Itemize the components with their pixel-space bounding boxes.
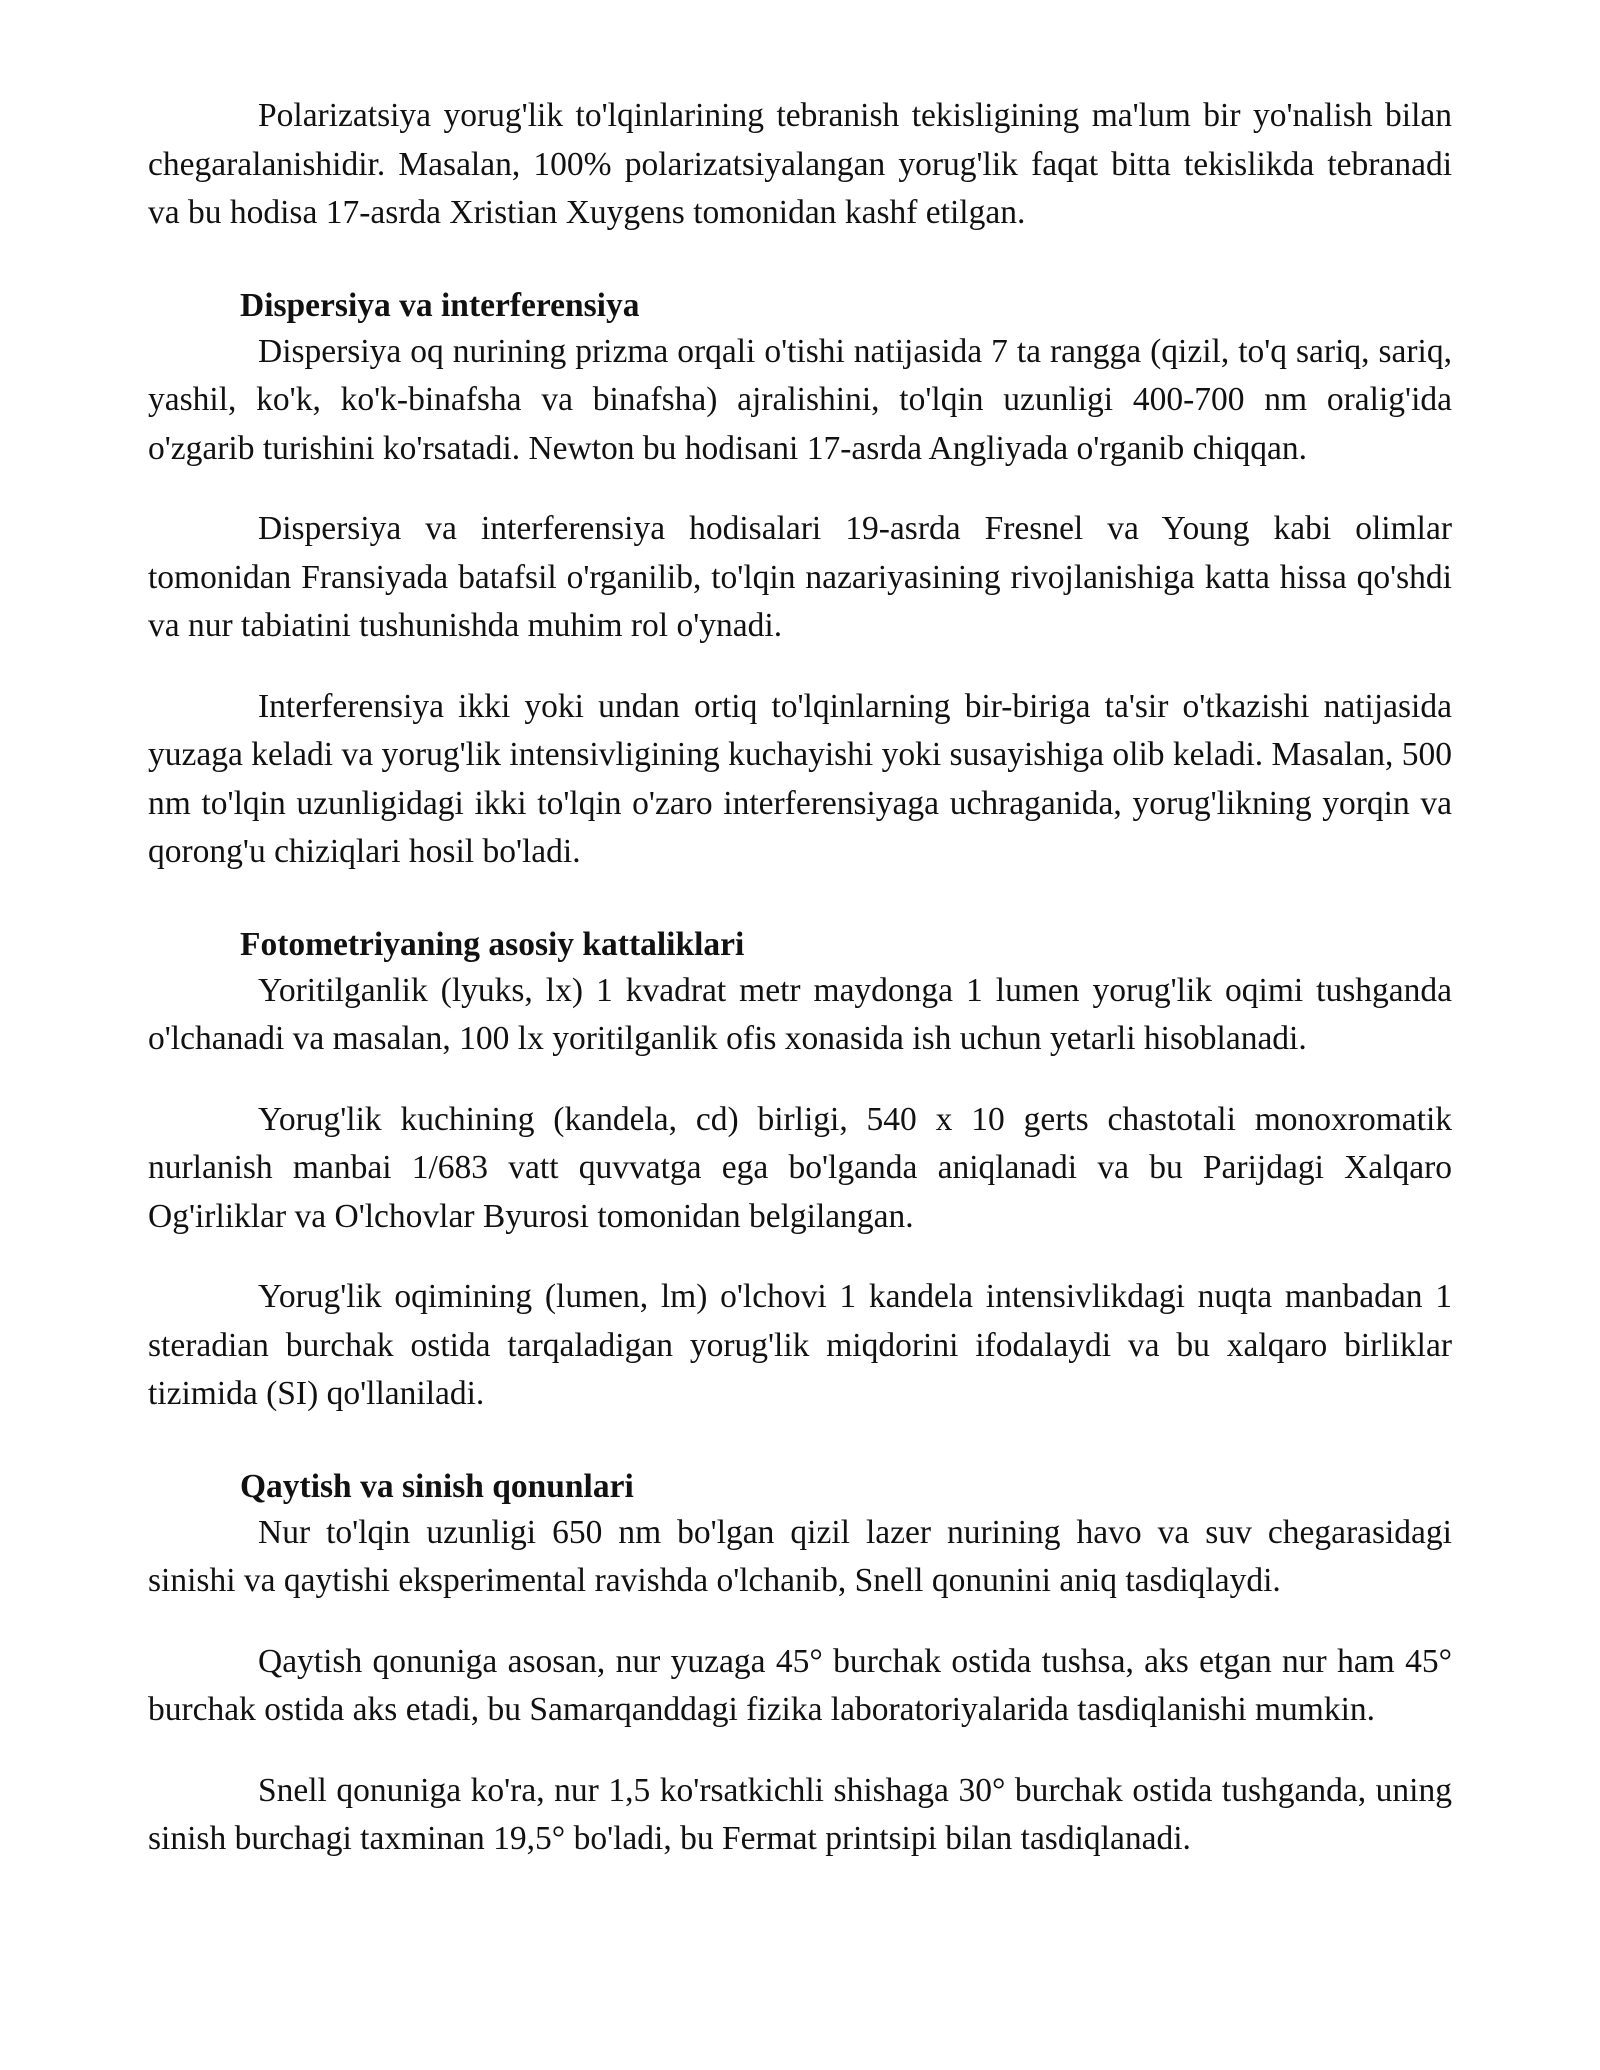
heading-reflection-refraction: Qaytish va sinish qonunlari xyxy=(240,1467,634,1505)
document-page xyxy=(148,92,1452,1896)
paragraph-luminous-intensity: Yorug'lik kuchining (kandela, cd) birligi, 540 x 10 gerts chastotali monoxromatik nurlanish manbai 1/683 vatt quvvatga ega bo'lganda aniqlanadi va bu Parijdagi Xalqaro Og'irliklar va O'lchovlar Byurosi tomonidan belgilangan. xyxy=(148,1100,1452,1235)
paragraph-dispersion: Dispersiya oq nurining prizma orqali o'tishi natijasida 7 ta rangga (qizil, to'q sariq, sariq, yashil, ko'k, ko'k-binafsha va binafsha) ajralishini, to'lqin uzunligi 400-700 nm oralig'ida o'zgarib turishini ko'rsatadi. Newton bu hodisani 17-asrda Angliyada o'rganib chiqqan. xyxy=(148,332,1452,467)
paragraph-illuminance: Yoritilganlik (lyuks, lx) 1 kvadrat metr maydonga 1 lumen yorug'lik oqimi tushganda o'lchanadi va masalan, 100 lx yoritilganlik ofis xonasida ish uchun yetarli hisoblanadi. xyxy=(148,971,1452,1057)
paragraph-snell-law: Snell qonuniga ko'ra, nur 1,5 ko'rsatkichli shishaga 30° burchak ostida tushganda, uning sinish burchagi taxminan 19,5° bo'ladi, bu Fermat printsipi bilan tasdiqlanadi. xyxy=(148,1771,1452,1857)
heading-photometry: Fotometriyaning asosiy kattaliklari xyxy=(240,925,745,963)
paragraph-interference: Interferensiya ikki yoki undan ortiq to'lqinlarning bir-biriga ta'sir o'tkazishi natijasida yuzaga keladi va yorug'lik intensivligining kuchayishi yoki susayishiga olib keladi. Masalan, 500 nm to'lqin uzunligidagi ikki to'lqin o'zaro interferensiyaga uchraganida, yorug'likning yorqin va qorong'u chiziqlari hosil bo'ladi. xyxy=(148,687,1452,870)
paragraph-laser-refraction: Nur to'lqin uzunligi 650 nm bo'lgan qizil lazer nurining havo va suv chegarasidagi sinishi va qaytishi eksperimental ravishda o'lchanib, Snell qonunini aniq tasdiqlaydi. xyxy=(148,1513,1452,1599)
paragraph-dispersion-history: Dispersiya va interferensiya hodisalari 19-asrda Fresnel va Young kabi olimlar tomonidan Fransiyada batafsil o'rganilib, to'lqin nazariyasining rivojlanishiga katta hissa qo'shdi va nur tabiatini tushunishda muhim rol o'ynadi. xyxy=(148,510,1452,644)
paragraph-luminous-flux: Yorug'lik oqimining (lumen, lm) o'lchovi 1 kandela intensivlikdagi nuqta manbadan 1 steradian burchak ostida tarqaladigan yorug'lik miqdorini ifodalaydi va bu xalqaro birliklar tizimida (SI) qo'llaniladi. xyxy=(148,1278,1452,1412)
heading-dispersion: Dispersiya va interferensiya xyxy=(240,286,640,324)
paragraph-reflection-law: Qaytish qonuniga asosan, nur yuzaga 45° burchak ostida tushsa, aks etgan nur ham 45° burchak ostida aks etadi, bu Samarqanddagi fizika laboratoriyalarida tasdiqlanishi mumkin. xyxy=(148,1642,1452,1728)
paragraph-polarization: Polarizatsiya yorug'lik to'lqinlarining tebranish tekisligining ma'lum bir yo'nalish bilan chegaralanishidir. Masalan, 100% polarizatsiyalangan yorug'lik faqat bitta tekislikda tebranadi va bu hodisa 17-asrda Xristian Xuygens tomonidan kashf etilgan. xyxy=(148,97,1452,231)
